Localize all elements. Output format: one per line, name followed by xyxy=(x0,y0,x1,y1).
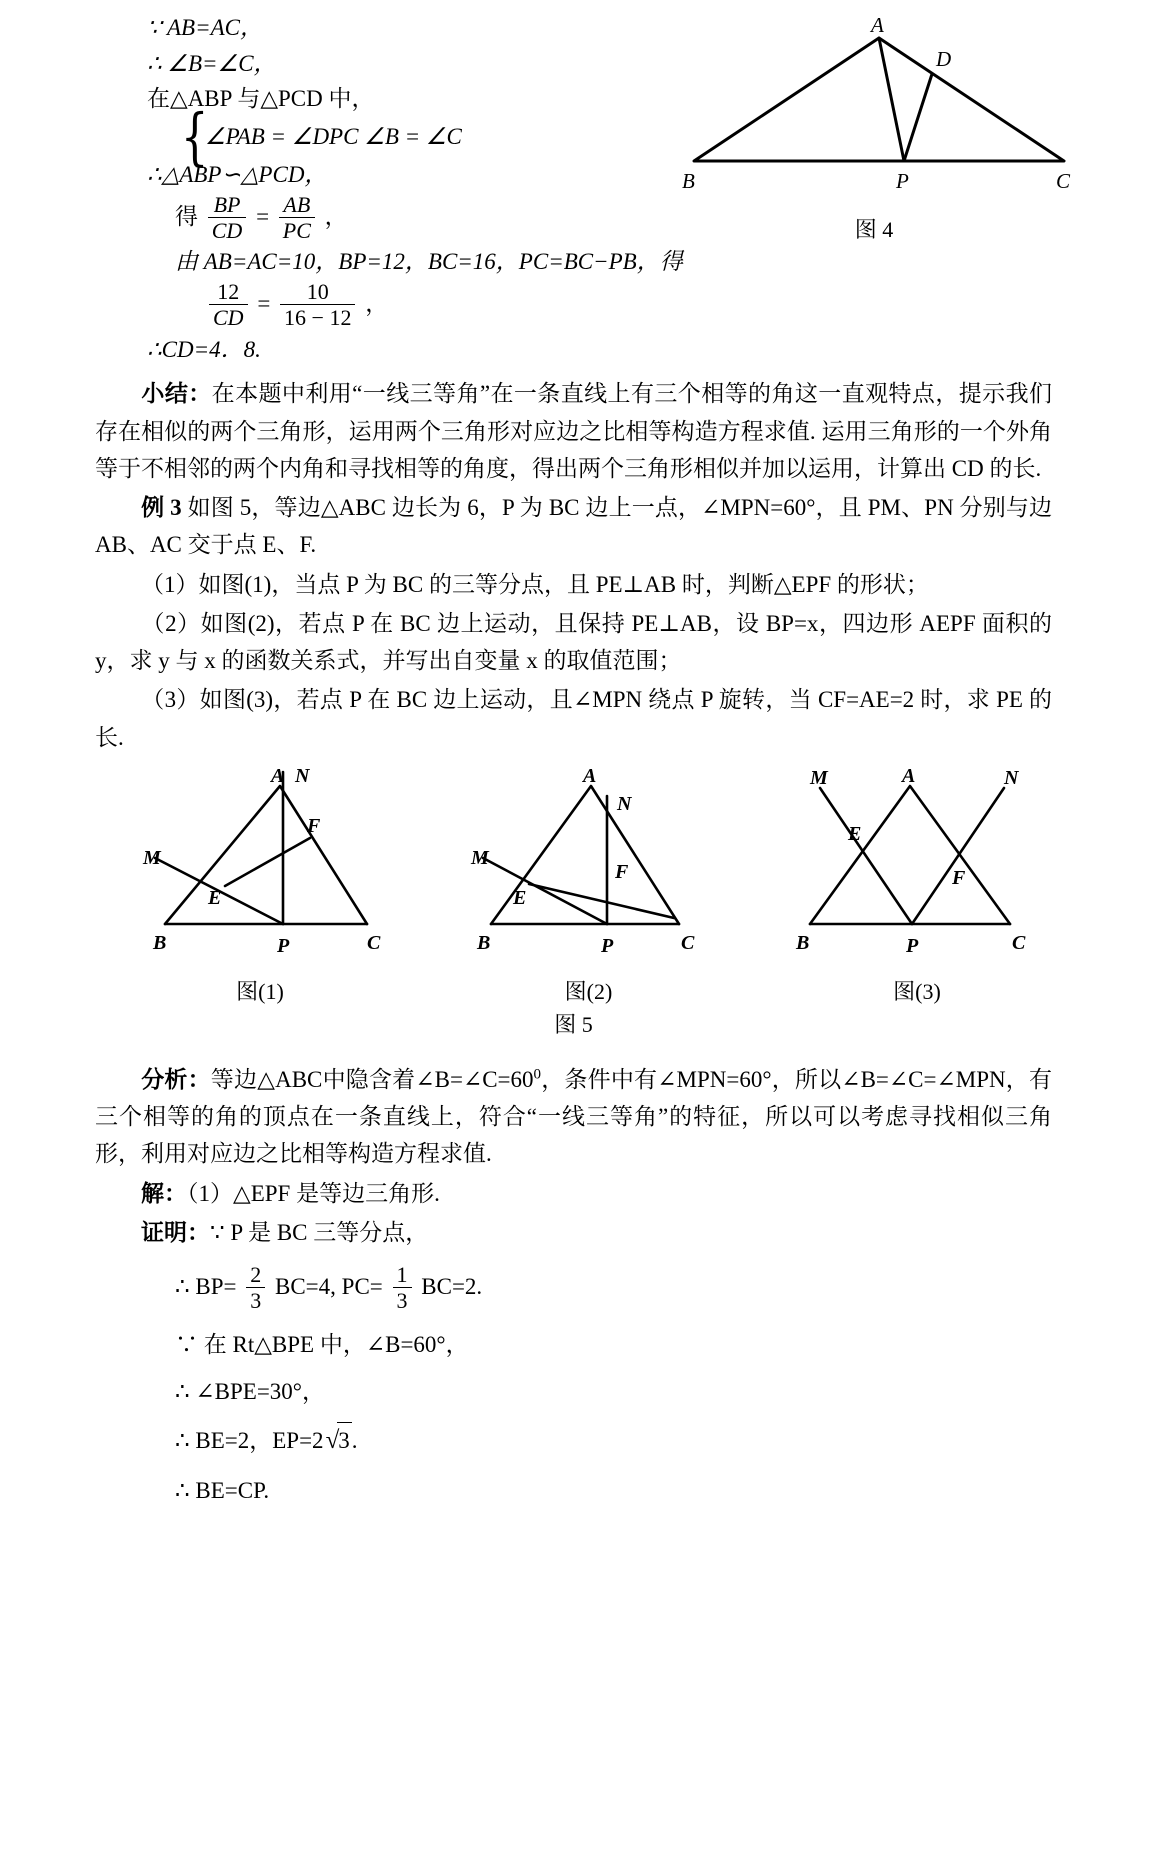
figure-5-1-label-C: C xyxy=(367,931,381,954)
fraction-denominator: PC xyxy=(279,217,315,243)
trailing-comma: ， xyxy=(365,291,389,317)
system-row-2: ∠B = ∠C xyxy=(364,123,462,149)
figure-5-3-drawing xyxy=(792,766,1042,966)
figure-5-1-label-P: P xyxy=(277,934,290,957)
example-3-stem: 如图 5，等边△ABC 边长为 6，P 为 BC 边上一点，∠MPN=60°，且 PM、PN 分别与边 AB、AC 交于点 E、F. xyxy=(95,495,1053,558)
fraction-denominator: 3 xyxy=(246,1287,265,1313)
figure-4-drawing xyxy=(674,16,1074,206)
proof-line-6: 由 AB=AC=10，BP=12，BC=16，PC=BC−PB，得 xyxy=(175,249,683,275)
solution-line-1 xyxy=(95,1175,1052,1212)
figure-5-3-label-F: F xyxy=(952,866,966,889)
question-3-text: （3）如图(3)，若点 P 在 BC 边上运动，且∠MPN 绕点 P 旋转，当 CF=AE=2 时，求 PE 的长. xyxy=(95,687,1052,750)
figure-5-3-label-B: B xyxy=(796,931,810,954)
figure-5-caption: 图 5 xyxy=(554,1011,593,1037)
proof-line-2: ∴ ∠B=∠C， xyxy=(147,50,277,76)
question-1-text: （1）如图(1)，当点 P 为 BC 的三等分点，且 PE⊥AB 时，判断△EPF 的形状； xyxy=(141,571,929,597)
proof-p1: ∵ P 是 BC 三等分点， xyxy=(210,1219,429,1245)
proof-line-1: ∵ AB=AC， xyxy=(147,15,263,40)
figure-5-row xyxy=(95,766,1052,1006)
proof-p2-post: BC=2. xyxy=(421,1274,483,1300)
figure-5-panel-2 xyxy=(469,766,709,1006)
proof-line-3: 在△ABP 与△PCD 中， xyxy=(147,86,375,112)
figure-4-caption: 图 4 xyxy=(854,217,894,242)
figure-5-2-label-P: P xyxy=(600,934,613,957)
figure-5-2-label-E: E xyxy=(512,886,526,909)
figure-5-1-label-M: M xyxy=(143,846,161,869)
figure-5-1-label-F: F xyxy=(307,814,321,837)
proof-line-5-prefix: 得 xyxy=(175,203,198,229)
figure-4-label-P: P xyxy=(896,169,909,193)
radicand: 3 xyxy=(337,1422,352,1459)
figure-5-1-caption: 图(1) xyxy=(236,978,284,1004)
equation-system xyxy=(175,100,462,174)
proof-p5-pre: ∴ BE=2，EP=2 xyxy=(175,1427,324,1453)
figure-5-2-label-A: A xyxy=(582,765,596,787)
fraction-numerator: BP xyxy=(213,191,241,217)
figure-4-label-D: D xyxy=(936,47,952,71)
radical-sign: √ xyxy=(325,1426,340,1454)
example-3-title: 例 3 xyxy=(141,495,182,521)
proof-p2-pre: ∴ BP= xyxy=(175,1274,237,1300)
equals-sign: = xyxy=(257,291,271,317)
figure-5-3-label-N: N xyxy=(1004,766,1019,789)
figure-5-1-label-A: A xyxy=(271,765,285,787)
proof-p3: ∵ 在 Rt△BPE 中，∠B=60°， xyxy=(175,1331,469,1357)
figure-5-3-label-E: E xyxy=(848,822,862,845)
analysis-superscript: 0 xyxy=(533,1066,542,1083)
example-3-paragraph xyxy=(95,489,1052,564)
fraction-numerator: AB xyxy=(283,191,311,217)
proof-title: 证明： xyxy=(141,1219,210,1245)
figure-5-panel-1 xyxy=(135,766,385,1006)
proof-line-7: ∴CD=4．8. xyxy=(147,336,261,362)
figure-5-1-drawing xyxy=(135,766,385,966)
system-row-1: ∠PAB = ∠DPC xyxy=(205,123,359,149)
equals-sign: = xyxy=(256,203,270,229)
figure-4 xyxy=(674,16,1074,244)
figure-4-label-B: B xyxy=(682,169,695,193)
fraction-denominator: CD xyxy=(208,217,247,243)
figure-5-3-label-M: M xyxy=(810,766,828,789)
figure-5-3-label-P: P xyxy=(906,934,919,957)
proof-title-line xyxy=(95,1214,1052,1251)
figure-5-1-label-B: B xyxy=(153,931,167,954)
fraction-10-16-12 xyxy=(280,279,355,331)
figure-5-panel-3 xyxy=(792,766,1042,1006)
figure-5-3-caption: 图(3) xyxy=(893,978,941,1004)
solution-s1: （1）△EPF 是等边三角形. xyxy=(187,1180,440,1206)
fraction-2-3 xyxy=(246,1262,265,1314)
figure-5-2-label-F: F xyxy=(614,860,628,883)
proof-p5-post: . xyxy=(351,1427,358,1453)
analysis-title: 分析： xyxy=(141,1066,211,1092)
fraction-numerator: 2 xyxy=(250,1262,262,1288)
solution-title: 解： xyxy=(141,1180,187,1206)
question-2-text: （2）如图(2)，若点 P 在 BC 边上运动，且保持 PE⊥AB，设 BP=x，四边形 AEPF 面积的 y，求 y 与 x 的函数关系式，并写出自变量 x 的取值范围； xyxy=(95,610,1052,674)
proof-p2-mid: BC=4, PC= xyxy=(275,1274,383,1300)
example-3-q1 xyxy=(95,566,1052,603)
proof-p6: ∴ BE=CP. xyxy=(175,1477,270,1503)
fraction-numerator: 1 xyxy=(396,1262,408,1288)
figure-4-label-A: A xyxy=(871,16,884,37)
figure-5-2-drawing xyxy=(469,766,709,966)
fraction-numerator: 12 xyxy=(217,279,240,305)
analysis-body-2: ，条件中有∠MPN=60°，所以∠B=∠C=∠MPN，有三个相等的角的顶点在一条直线上，符合“一线三等角”的特征，所以可以考虑寻找相似三角形，利用对应边之比相等构造方程求值. xyxy=(95,1066,1052,1167)
figure-5-2-label-M: M xyxy=(470,846,489,869)
proof-line-4: ∴△ABP∽△PCD， xyxy=(147,162,328,188)
proof-line-equation xyxy=(95,280,1052,332)
figure-5-3-label-C: C xyxy=(1012,931,1026,954)
summary-title: 小结： xyxy=(141,381,212,407)
fraction-denominator: 3 xyxy=(393,1287,412,1313)
square-root xyxy=(324,1422,352,1461)
summary-paragraph xyxy=(95,375,1052,487)
proof-p5 xyxy=(95,1422,1052,1461)
analysis-paragraph xyxy=(95,1061,1052,1173)
trailing-comma: ， xyxy=(324,203,348,229)
fraction-denominator: CD xyxy=(209,304,248,330)
fraction-1-3 xyxy=(393,1262,412,1314)
figure-5-2-label-C: C xyxy=(680,931,694,954)
proof-p4: ∴ ∠BPE=30°， xyxy=(175,1379,326,1405)
figure-5-1-label-N: N xyxy=(295,765,310,787)
figure-5-2-label-B: B xyxy=(476,931,490,954)
analysis-body-1: 等边△ABC中隐含着∠B=∠C=60 xyxy=(210,1066,534,1092)
summary-body: 在本题中利用“一线三等角”在一条直线上有三个相等的角这一直观特点，提示我们存在相似的两个三角形，运用两个三角形对应边之比相等构造方程求值. 运用三角形的一个外角等于不相邻的两个内角和寻找相等的角度，得出两个三角形相似并加以运用，计算出 CD 的长. xyxy=(95,381,1053,481)
fraction-12-cd xyxy=(209,279,248,331)
example-3-q2 xyxy=(95,605,1052,680)
fraction-bp-cd xyxy=(208,192,247,244)
figure-5-2-caption: 图(2) xyxy=(564,978,613,1004)
figure-5-1-label-E: E xyxy=(208,886,222,909)
fraction-denominator: 16 − 12 xyxy=(280,304,355,330)
fraction-numerator: 10 xyxy=(306,279,329,305)
figure-4-label-C: C xyxy=(1056,169,1071,193)
figure-5-2-label-N: N xyxy=(616,792,631,815)
fraction-ab-pc xyxy=(279,192,315,244)
brace-glyph: { xyxy=(180,100,209,174)
example-3-q3 xyxy=(95,681,1052,756)
figure-5-3-label-A: A xyxy=(902,765,916,787)
proof-p2 xyxy=(95,1263,1052,1315)
